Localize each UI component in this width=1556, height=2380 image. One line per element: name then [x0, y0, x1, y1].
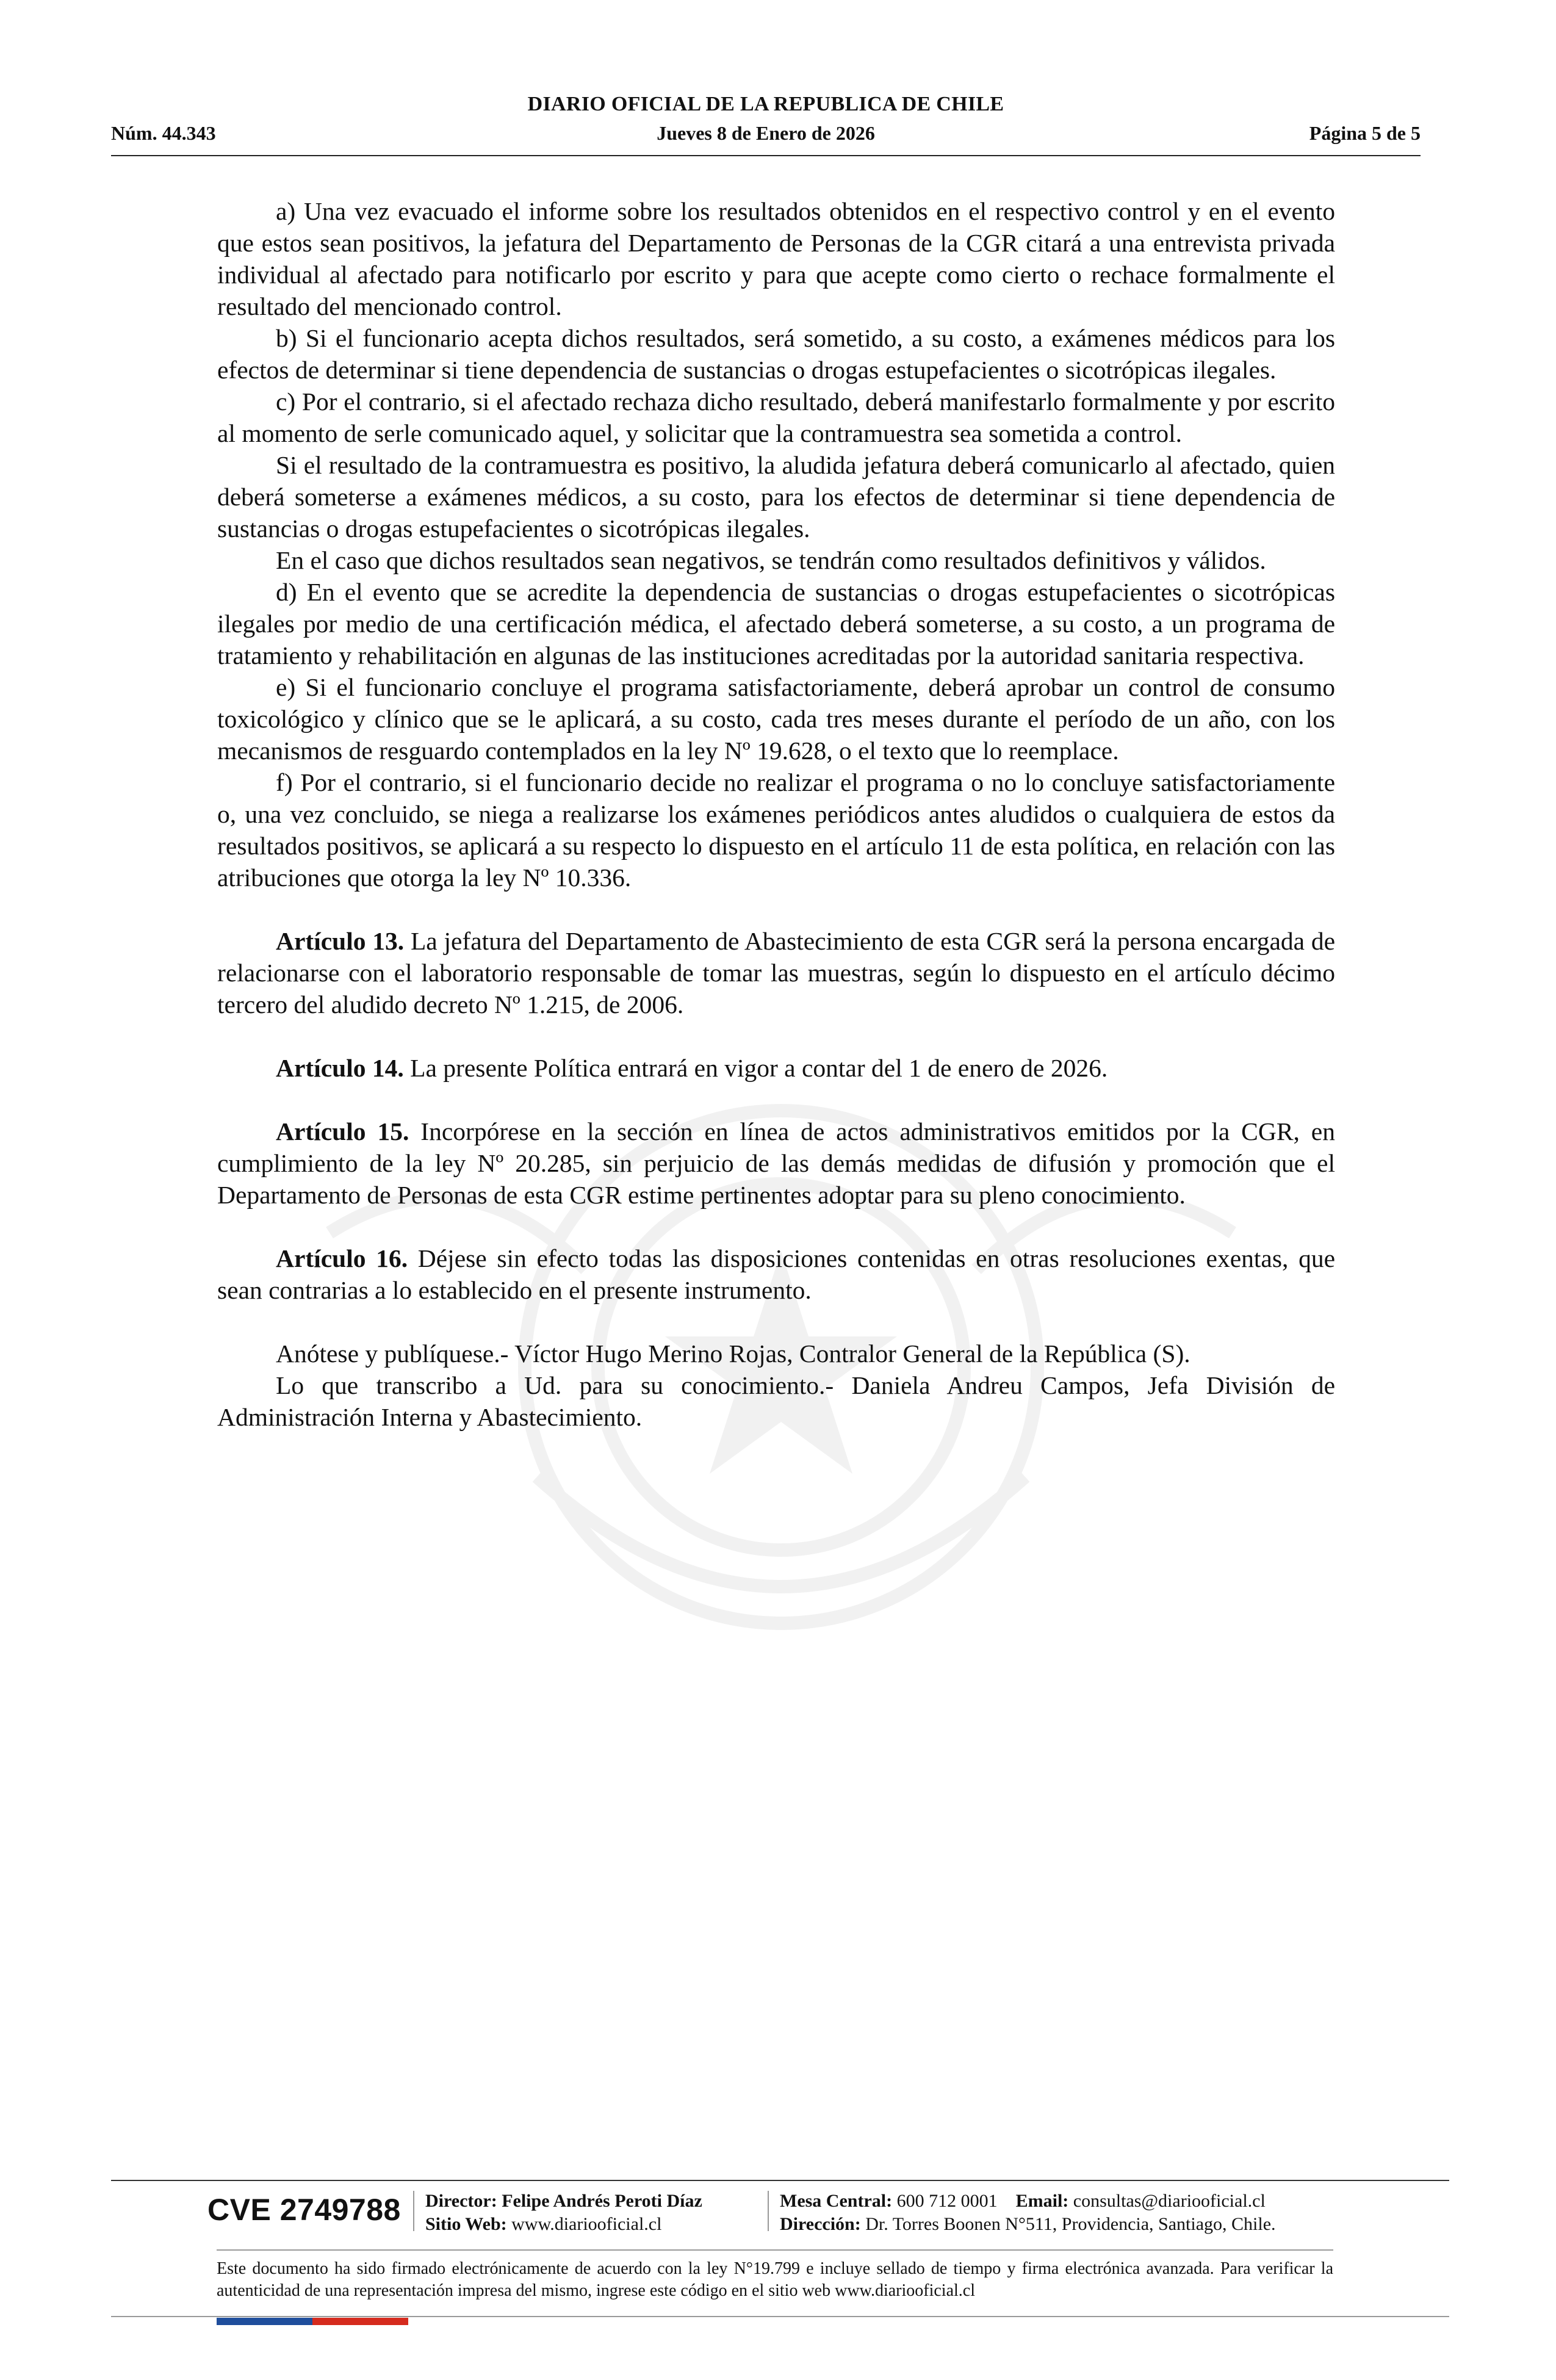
publication-title: DIARIO OFICIAL DE LA REPUBLICA DE CHILE [527, 93, 1004, 115]
document-body [217, 195, 1335, 1433]
article-13-heading: Artículo 13. [276, 927, 405, 955]
flag-stripe [217, 2318, 265, 2325]
cve-code: CVE 2749788 [207, 2193, 401, 2227]
article-13-text: La jefatura del Departamento de Abastecimiento de esta CGR será la persona encargada de relacionarse con el laboratorio responsable de tomar las muestras, según lo dispuesto en el artículo décimo tercero del aludido decreto Nº 1.215, de 2006. [217, 927, 1335, 1019]
flag-color-bar [217, 2318, 408, 2325]
footer-separator [413, 2191, 414, 2231]
page-header [111, 93, 1421, 154]
email-link[interactable]: consultas@diariooficial.cl [1073, 2191, 1266, 2211]
article-15-text: Incorpórese en la sección en línea de actos administrativos emitidos por la CGR, en cumplimiento de la ley Nº 20.285, sin perjuicio de las demás medidas de difusión y promoción que el Departamento de Personas de esta CGR estime pertinentes adoptar para su pleno conocimiento. [217, 1117, 1335, 1209]
paragraph-e: e) Si el funcionario concluye el programa satisfactoriamente, deberá aprobar un control de consumo toxicológico y clínico que se le aplicará, a su costo, cada tres meses durante el período de un año, con los mecanismos de resguardo contemplados en la ley Nº 19.628, o el texto que lo reemplace. [217, 673, 1335, 765]
footer-inner-divider [217, 2249, 1333, 2251]
address-label: Dirección: [780, 2214, 861, 2234]
website-label: Sitio Web: [425, 2214, 507, 2234]
closing-transcription: Lo que transcribo a Ud. para su conocimiento.- Daniela Andreu Campos, Jefa División de Administración Interna y Abastecimiento. [217, 1371, 1335, 1431]
paragraph-a: a) Una vez evacuado el informe sobre los resultados obtenidos en el respectivo control y en el evento que estos sean positivos, la jefatura del Departamento de Personas de la CGR citará a una entrevista privada individual al afectado para notificarlo por escrito y para que acepte como cierto o rechace formalmente el resultado del mencionado control. [217, 197, 1335, 320]
phone-number: 600 712 0001 [896, 2191, 998, 2211]
flag-stripe [312, 2318, 361, 2325]
address-text: Dr. Torres Boonen N°511, Providencia, Santiago, Chile. [865, 2214, 1276, 2234]
director-name: Felipe Andrés Peroti Díaz [502, 2191, 702, 2211]
flag-stripe [361, 2318, 409, 2325]
website-link[interactable]: www.diariooficial.cl [511, 2214, 662, 2234]
article-16-heading: Artículo 16. [276, 1244, 408, 1272]
article-15 [217, 1116, 1335, 1211]
director-label: Director: [425, 2191, 497, 2211]
article-14-heading: Artículo 14. [276, 1054, 404, 1082]
article-16 [217, 1242, 1335, 1306]
paragraph-d: d) En el evento que se acredite la dependencia de sustancias o drogas estupefacientes o sicotrópicas ilegales por medio de una certificación médica, el afectado deberá someterse, a su costo, a un programa de tratamiento y rehabilitación en algunas de las instituciones acreditadas por la autoridad sanitaria respectiva. [217, 578, 1335, 669]
closing-signature: Anótese y publíquese.- Víctor Hugo Merino Rojas, Contralor General de la República (S). [276, 1340, 1190, 1368]
footer-separator [768, 2191, 769, 2231]
footer-divider [111, 2180, 1449, 2181]
paragraph-negative-results: En el caso que dichos resultados sean negativos, se tendrán como resultados definitivos y válidos. [276, 546, 1266, 574]
phone-label: Mesa Central: [780, 2191, 893, 2211]
paragraph-b: b) Si el funcionario acepta dichos resultados, será sometido, a su costo, a exámenes médicos para los efectos de determinar si tiene dependencia de sustancias o drogas estupefacientes o sicotrópicas ilegales. [217, 324, 1335, 384]
electronic-signature-note: Este documento ha sido firmado electrónicamente de acuerdo con la ley N°19.799 e incluye sellado de tiempo y firma electrónica avanzada. Para verificar la autenticidad de una representación impresa del mismo, ingrese este código en el sitio web www.diariooficial.cl [217, 2259, 1333, 2300]
paragraph-c: c) Por el contrario, si el afectado rechaza dicho resultado, deberá manifestarlo formalmente y por escrito al momento de serle comunicado aquel, y solicitar que la contramuestra sea sometida a control. [217, 388, 1335, 447]
footer-bottom-divider [111, 2316, 1449, 2317]
article-15-heading: Artículo 15. [276, 1117, 409, 1145]
footer-contact-block [780, 2190, 1276, 2236]
footer-director-block [425, 2190, 702, 2236]
issue-date: Jueves 8 de Enero de 2026 [657, 122, 875, 144]
paragraph-countersample: Si el resultado de la contramuestra es positivo, la aludida jefatura deberá comunicarlo al afectado, quien deberá someterse a exámenes médicos, a su costo, para los efectos de determinar si tiene dependencia de sustancias o drogas estupefacientes o sicotrópicas ilegales. [217, 451, 1335, 543]
header-divider [111, 155, 1421, 156]
page-number: Página 5 de 5 [1309, 122, 1421, 144]
article-14-text: La presente Política entrará en vigor a contar del 1 de enero de 2026. [403, 1054, 1108, 1082]
paragraph-f: f) Por el contrario, si el funcionario decide no realizar el programa o no lo concluye satisfactoriamente o, una vez concluido, se niega a realizarse los exámenes periódicos antes aludidos o cualquiera de estos da resultados positivos, se aplicará a su respecto lo dispuesto en el artículo 11 de esta política, en relación con las atribuciones que otorga la ley Nº 10.336. [217, 768, 1335, 892]
issue-number: Núm. 44.343 [111, 122, 216, 144]
article-14 [217, 1052, 1335, 1084]
article-13 [217, 925, 1335, 1020]
article-16-text: Déjese sin efecto todas las disposiciones contenidas en otras resoluciones exentas, que sean contrarias a lo establecido en el presente instrumento. [217, 1244, 1335, 1304]
flag-stripe [265, 2318, 313, 2325]
email-label: Email: [1015, 2191, 1069, 2211]
